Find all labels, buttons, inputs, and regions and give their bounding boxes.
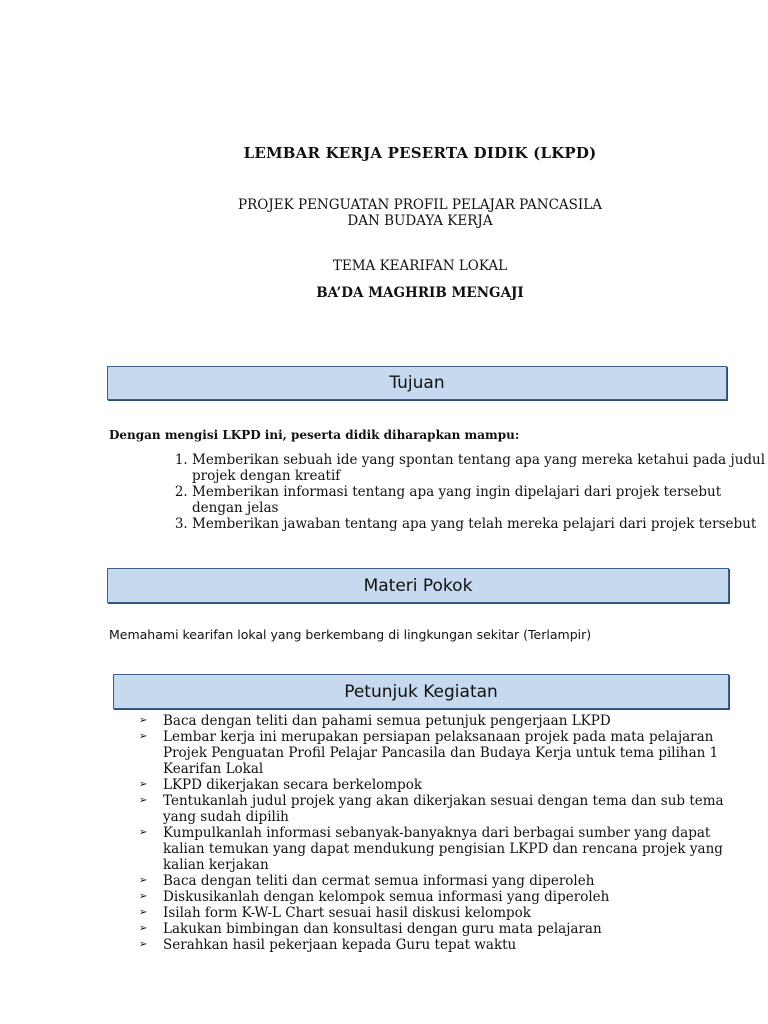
list-item-text: Serahkan hasil pekerjaan kepada Guru tepat waktu <box>163 937 517 953</box>
list-item: 2. Memberikan informasi tentang apa yang ingin dipelajari dari projek tersebut dengan jelas <box>192 484 768 516</box>
list-item-text: Baca dengan teliti dan cermat semua informasi yang diperoleh <box>163 873 595 889</box>
arrow-bullet-icon: ➢ <box>139 827 148 838</box>
project-title-line-1: PROJEK PENGUATAN PROFIL PELAJAR PANCASILA <box>238 197 602 213</box>
arrow-bullet-icon: ➢ <box>139 715 148 726</box>
list-item-text: LKPD dikerjakan secara berkelompok <box>163 777 423 793</box>
list-item-text: Lembar kerja ini merupakan persiapan pelaksanaan projek pada mata pelajaran Projek Penguatan Profil Pelajar Pancasila dan Budaya Kerja untuk tema pilihan 1 Kearifan Lokal <box>163 729 719 777</box>
list-item: 3. Memberikan jawaban tentang apa yang telah mereka pelajari dari projek tersebut <box>192 516 768 532</box>
document-title: LEMBAR KERJA PESERTA DIDIK (LKPD) <box>243 144 597 162</box>
arrow-bullet-icon: ➢ <box>139 923 148 934</box>
arrow-bullet-icon: ➢ <box>139 875 148 886</box>
arrow-bullet-icon: ➢ <box>139 891 148 902</box>
section-header-petunjuk-kegiatan: Petunjuk Kegiatan <box>113 674 729 709</box>
arrow-bullet-icon: ➢ <box>139 939 148 950</box>
list-item <box>139 873 739 889</box>
list-item-text: Isilah form K-W-L Chart sesuai hasil diskusi kelompok <box>163 905 531 921</box>
list-item-text: Baca dengan teliti dan pahami semua petunjuk pengerjaan LKPD <box>163 713 611 729</box>
list-item <box>139 937 739 953</box>
list-item-text: Kumpulkanlah informasi sebanyak-banyaknya dari berbagai sumber yang dapat kalian temukan yang dapat mendukung pengisian LKPD dan rencana projek yang kalian kerjakan <box>163 825 723 873</box>
subtheme-heading: BA’DA MAGHRIB MENGAJI <box>316 285 524 301</box>
list-item <box>139 825 739 873</box>
list-item <box>139 905 739 921</box>
list-item <box>139 889 739 905</box>
section-header-tujuan: Tujuan <box>107 366 727 400</box>
arrow-bullet-icon: ➢ <box>139 795 148 806</box>
arrow-bullet-icon: ➢ <box>139 731 148 742</box>
list-item: 1. Memberikan sebuah ide yang spontan tentang apa yang mereka ketahui pada judul projek dengan kreatif <box>192 452 768 484</box>
arrow-bullet-icon: ➢ <box>139 779 148 790</box>
list-item <box>139 729 739 777</box>
list-item <box>139 921 739 937</box>
list-item <box>139 777 739 793</box>
arrow-bullet-icon: ➢ <box>139 907 148 918</box>
theme-heading: TEMA KEARIFAN LOKAL <box>332 258 508 274</box>
tujuan-intro: Dengan mengisi LKPD ini, peserta didik diharapkan mampu: <box>109 428 520 442</box>
list-item-text: Lakukan bimbingan dan konsultasi dengan guru mata pelajaran <box>163 921 602 937</box>
project-title <box>0 197 768 229</box>
section-header-materi-pokok: Materi Pokok <box>107 568 729 603</box>
list-item-text: Diskusikanlah dengan kelompok semua informasi yang diperoleh <box>163 889 610 905</box>
petunjuk-list <box>139 713 739 953</box>
materi-text: Memahami kearifan lokal yang berkembang di lingkungan sekitar (Terlampir) <box>109 627 592 642</box>
list-item <box>139 713 739 729</box>
tujuan-list <box>160 452 768 532</box>
list-item <box>139 793 739 825</box>
project-title-line-2: DAN BUDAYA KERJA <box>347 213 493 229</box>
list-item-text: Tentukanlah judul projek yang akan dikerjakan sesuai dengan tema dan sub tema yang sudah dipilih <box>163 793 724 825</box>
